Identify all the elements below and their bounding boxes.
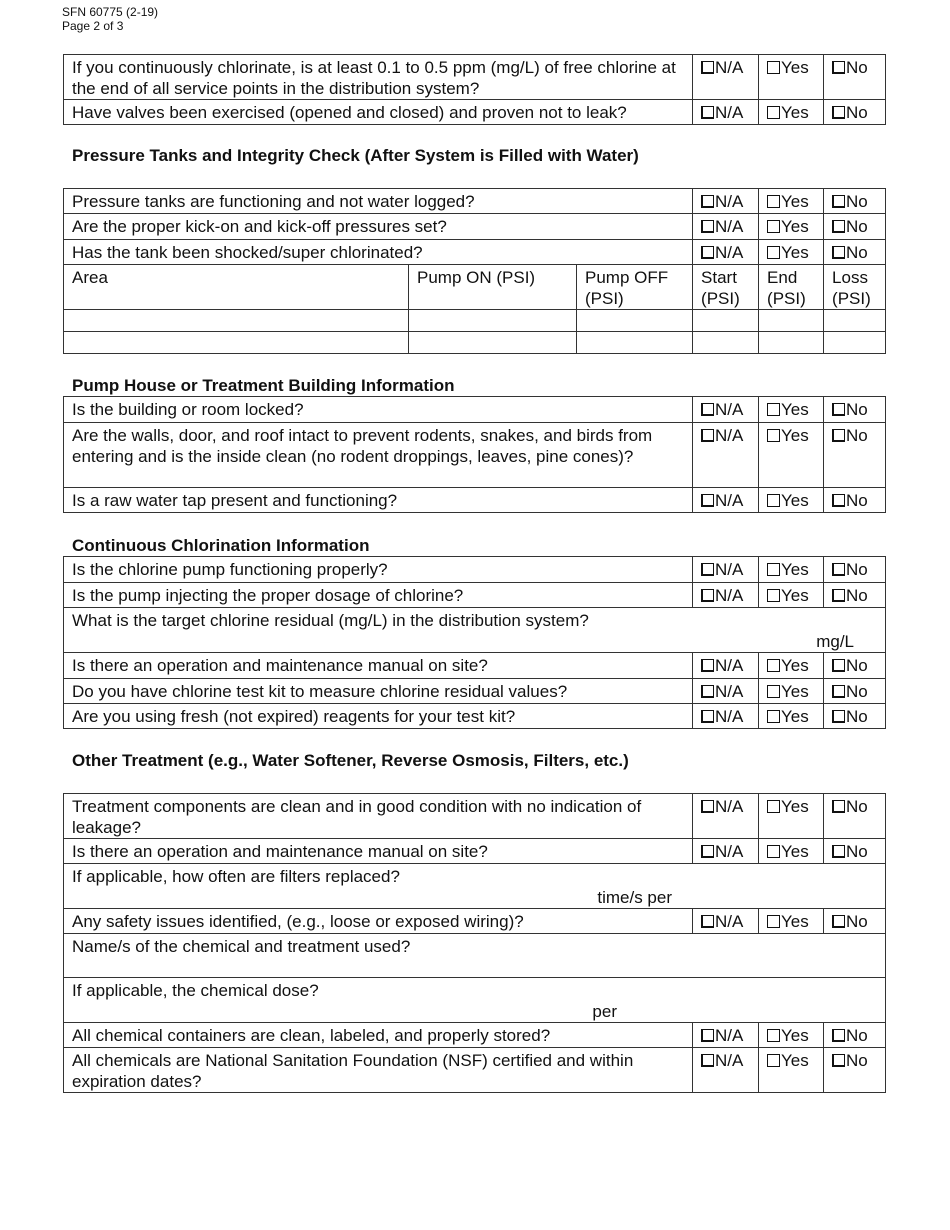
- na-option[interactable]: N/A: [693, 909, 759, 934]
- na-option[interactable]: N/A: [693, 423, 759, 488]
- form-id: SFN 60775 (2-19): [62, 5, 159, 19]
- checkbox-icon[interactable]: [701, 589, 714, 602]
- yes-option[interactable]: Yes: [759, 583, 824, 608]
- no-option[interactable]: No: [824, 55, 886, 100]
- col-area: Area: [64, 265, 409, 310]
- checkbox-icon[interactable]: [767, 589, 780, 602]
- checkbox-icon[interactable]: [767, 429, 780, 442]
- checkbox-icon[interactable]: [767, 220, 780, 233]
- question-text: Is the building or room locked?: [64, 397, 693, 423]
- yes-option[interactable]: Yes: [759, 423, 824, 488]
- no-option[interactable]: No: [824, 557, 886, 583]
- na-option[interactable]: N/A: [693, 557, 759, 583]
- no-option[interactable]: No: [824, 214, 886, 240]
- checkbox-icon[interactable]: [767, 915, 780, 928]
- question-row: [64, 1048, 886, 1093]
- checkbox-icon[interactable]: [701, 494, 714, 507]
- pressure-entry-row: [64, 310, 886, 332]
- checkbox-icon[interactable]: [832, 800, 845, 813]
- no-option[interactable]: No: [824, 397, 886, 423]
- question-row: [64, 557, 886, 583]
- pressure-table: [63, 188, 886, 354]
- checkbox-icon[interactable]: [701, 429, 714, 442]
- question-row: [64, 794, 886, 839]
- section-title-chlorination: Continuous Chlorination Information: [72, 536, 370, 555]
- na-option[interactable]: N/A: [693, 1023, 759, 1048]
- question-text: Pressure tanks are functioning and not water logged?: [64, 189, 693, 214]
- chlorination-table: [63, 556, 886, 729]
- yes-option[interactable]: Yes: [759, 397, 824, 423]
- filter-frequency-field[interactable]: [64, 864, 886, 909]
- question-text: Is the chlorine pump functioning properly?: [64, 557, 693, 583]
- no-option[interactable]: No: [824, 100, 886, 125]
- checkbox-icon[interactable]: [832, 1054, 845, 1067]
- question-text: Has the tank been shocked/super chlorinated?: [64, 240, 693, 265]
- checkbox-icon[interactable]: [767, 61, 780, 74]
- col-loss: Loss (PSI): [824, 265, 886, 310]
- area-input[interactable]: [64, 332, 409, 354]
- no-option[interactable]: No: [824, 794, 886, 839]
- yes-option[interactable]: Yes: [759, 794, 824, 839]
- question-text: If applicable, how often are filters replaced?: [72, 867, 400, 886]
- yes-option[interactable]: Yes: [759, 488, 824, 513]
- question-row: [64, 1023, 886, 1048]
- question-row: [64, 488, 886, 513]
- na-option[interactable]: N/A: [693, 1048, 759, 1093]
- question-row: [64, 423, 886, 488]
- question-row: [64, 909, 886, 934]
- other-treatment-table: [63, 793, 886, 1093]
- na-option[interactable]: N/A: [693, 794, 759, 839]
- no-option[interactable]: No: [824, 423, 886, 488]
- na-option[interactable]: N/A: [693, 397, 759, 423]
- checkbox-icon[interactable]: [767, 563, 780, 576]
- chemical-name-field[interactable]: [64, 934, 886, 978]
- checkbox-icon[interactable]: [701, 685, 714, 698]
- checkbox-icon[interactable]: [767, 710, 780, 723]
- question-row: [64, 864, 886, 909]
- yes-option[interactable]: Yes: [759, 1048, 824, 1093]
- checkbox-icon[interactable]: [832, 845, 845, 858]
- checkbox-icon[interactable]: [832, 195, 845, 208]
- col-pump-off: Pump OFF (PSI): [577, 265, 693, 310]
- na-option[interactable]: N/A: [693, 240, 759, 265]
- pump-on-input[interactable]: [409, 332, 577, 354]
- checkbox-icon[interactable]: [701, 1054, 714, 1067]
- checkbox-icon[interactable]: [767, 106, 780, 119]
- col-pump-on: Pump ON (PSI): [409, 265, 577, 310]
- checkbox-icon[interactable]: [832, 220, 845, 233]
- no-option[interactable]: No: [824, 1048, 886, 1093]
- checkbox-icon[interactable]: [832, 429, 845, 442]
- question-row: [64, 839, 886, 864]
- no-option[interactable]: No: [824, 679, 886, 704]
- yes-option[interactable]: Yes: [759, 240, 824, 265]
- yes-option[interactable]: Yes: [759, 557, 824, 583]
- question-row: [64, 189, 886, 214]
- no-option[interactable]: No: [824, 488, 886, 513]
- checkbox-icon[interactable]: [701, 1029, 714, 1042]
- checkbox-icon[interactable]: [767, 1054, 780, 1067]
- checkbox-icon[interactable]: [832, 494, 845, 507]
- checkbox-icon[interactable]: [701, 106, 714, 119]
- question-text: Is there an operation and maintenance manual on site?: [64, 839, 693, 864]
- question-text: Is there an operation and maintenance manual on site?: [64, 653, 693, 679]
- pump-off-input[interactable]: [577, 310, 693, 332]
- question-row: [64, 397, 886, 423]
- question-text: Is the pump injecting the proper dosage of chlorine?: [64, 583, 693, 608]
- area-input[interactable]: [64, 310, 409, 332]
- pressure-entry-row: [64, 332, 886, 354]
- na-option[interactable]: N/A: [693, 679, 759, 704]
- question-row: [64, 608, 886, 653]
- checkbox-icon[interactable]: [767, 1029, 780, 1042]
- pressure-header-row: [64, 265, 886, 310]
- checkbox-icon[interactable]: [767, 494, 780, 507]
- end-input[interactable]: [759, 310, 824, 332]
- pump-on-input[interactable]: [409, 310, 577, 332]
- checkbox-icon[interactable]: [701, 403, 714, 416]
- unit-label: mg/L: [816, 632, 854, 651]
- col-end: End (PSI): [759, 265, 824, 310]
- na-option[interactable]: N/A: [693, 189, 759, 214]
- question-text: Name/s of the chemical and treatment used?: [72, 937, 411, 956]
- no-option[interactable]: No: [824, 909, 886, 934]
- start-input[interactable]: [693, 332, 759, 354]
- checkbox-icon[interactable]: [832, 403, 845, 416]
- checkbox-icon[interactable]: [767, 246, 780, 259]
- na-option[interactable]: N/A: [693, 214, 759, 240]
- residual-field[interactable]: [64, 608, 886, 653]
- question-text: Are you using fresh (not expired) reagents for your test kit?: [64, 704, 693, 729]
- question-row: [64, 55, 886, 100]
- question-text: Are the walls, door, and roof intact to prevent rodents, snakes, and birds from entering and is the inside clean (no rodent droppings, leaves, pine cones)?: [64, 423, 693, 488]
- yes-option[interactable]: Yes: [759, 1023, 824, 1048]
- unit-label: per: [592, 1002, 617, 1021]
- pump-off-input[interactable]: [577, 332, 693, 354]
- yes-option[interactable]: Yes: [759, 704, 824, 729]
- question-row: [64, 583, 886, 608]
- no-option[interactable]: No: [824, 240, 886, 265]
- na-option[interactable]: N/A: [693, 100, 759, 125]
- question-text: Any safety issues identified, (e.g., loose or exposed wiring)?: [64, 909, 693, 934]
- checkbox-icon[interactable]: [767, 685, 780, 698]
- yes-option[interactable]: Yes: [759, 839, 824, 864]
- question-text: If applicable, the chemical dose?: [72, 981, 319, 1000]
- page-number: Page 2 of 3: [62, 19, 124, 33]
- na-option[interactable]: N/A: [693, 653, 759, 679]
- question-row: [64, 934, 886, 978]
- checkbox-icon[interactable]: [832, 106, 845, 119]
- question-row: [64, 978, 886, 1023]
- checkbox-icon[interactable]: [832, 710, 845, 723]
- question-text: If you continuously chlorinate, is at least 0.1 to 0.5 ppm (mg/L) of free chlorine at the end of all service points in the distribution system?: [64, 55, 693, 100]
- question-row: [64, 240, 886, 265]
- no-option[interactable]: No: [824, 583, 886, 608]
- question-text: Treatment components are clean and in good condition with no indication of leakage?: [64, 794, 693, 839]
- end-input[interactable]: [759, 332, 824, 354]
- checkbox-icon[interactable]: [701, 563, 714, 576]
- top-questions-table: [63, 54, 886, 125]
- checkbox-icon[interactable]: [701, 220, 714, 233]
- checkbox-icon[interactable]: [767, 195, 780, 208]
- checkbox-icon[interactable]: [701, 915, 714, 928]
- loss-input[interactable]: [824, 310, 886, 332]
- checkbox-icon[interactable]: [832, 685, 845, 698]
- question-text: Have valves been exercised (opened and closed) and proven not to leak?: [64, 100, 693, 125]
- na-option[interactable]: N/A: [693, 55, 759, 100]
- yes-option[interactable]: Yes: [759, 100, 824, 125]
- yes-option[interactable]: Yes: [759, 55, 824, 100]
- pumphouse-table: [63, 396, 886, 513]
- start-input[interactable]: [693, 310, 759, 332]
- form-header: [62, 5, 158, 33]
- checkbox-icon[interactable]: [832, 915, 845, 928]
- na-option[interactable]: N/A: [693, 583, 759, 608]
- question-row: [64, 704, 886, 729]
- question-row: [64, 100, 886, 125]
- checkbox-icon[interactable]: [701, 659, 714, 672]
- no-option[interactable]: No: [824, 189, 886, 214]
- checkbox-icon[interactable]: [832, 563, 845, 576]
- question-row: [64, 679, 886, 704]
- no-option[interactable]: No: [824, 653, 886, 679]
- question-text: Are the proper kick-on and kick-off pressures set?: [64, 214, 693, 240]
- question-text: All chemical containers are clean, labeled, and properly stored?: [64, 1023, 693, 1048]
- na-option[interactable]: N/A: [693, 488, 759, 513]
- no-option[interactable]: No: [824, 839, 886, 864]
- checkbox-icon[interactable]: [701, 61, 714, 74]
- no-option[interactable]: No: [824, 704, 886, 729]
- col-start: Start (PSI): [693, 265, 759, 310]
- checkbox-icon[interactable]: [767, 659, 780, 672]
- checkbox-icon[interactable]: [832, 1029, 845, 1042]
- chemical-dose-field[interactable]: [64, 978, 886, 1023]
- no-option[interactable]: No: [824, 1023, 886, 1048]
- checkbox-icon[interactable]: [832, 589, 845, 602]
- unit-label: time/s per: [597, 888, 672, 907]
- question-text: Is a raw water tap present and functioning?: [64, 488, 693, 513]
- checkbox-icon[interactable]: [832, 659, 845, 672]
- section-title-other: Other Treatment (e.g., Water Softener, Reverse Osmosis, Filters, etc.): [72, 751, 629, 770]
- checkbox-icon[interactable]: [832, 61, 845, 74]
- checkbox-icon[interactable]: [701, 246, 714, 259]
- loss-input[interactable]: [824, 332, 886, 354]
- yes-option[interactable]: Yes: [759, 189, 824, 214]
- checkbox-icon[interactable]: [767, 403, 780, 416]
- checkbox-icon[interactable]: [701, 195, 714, 208]
- yes-option[interactable]: Yes: [759, 214, 824, 240]
- na-option[interactable]: N/A: [693, 704, 759, 729]
- question-row: [64, 653, 886, 679]
- question-text: What is the target chlorine residual (mg/L) in the distribution system?: [72, 611, 589, 630]
- checkbox-icon[interactable]: [832, 246, 845, 259]
- section-title-pumphouse: Pump House or Treatment Building Information: [72, 376, 455, 395]
- checkbox-icon[interactable]: [701, 800, 714, 813]
- question-text: All chemicals are National Sanitation Foundation (NSF) certified and within expiration dates?: [64, 1048, 693, 1093]
- checkbox-icon[interactable]: [767, 845, 780, 858]
- question-text: Do you have chlorine test kit to measure chlorine residual values?: [64, 679, 693, 704]
- na-option[interactable]: N/A: [693, 839, 759, 864]
- checkbox-icon[interactable]: [701, 710, 714, 723]
- checkbox-icon[interactable]: [767, 800, 780, 813]
- yes-option[interactable]: Yes: [759, 679, 824, 704]
- yes-option[interactable]: Yes: [759, 909, 824, 934]
- yes-option[interactable]: Yes: [759, 653, 824, 679]
- checkbox-icon[interactable]: [701, 845, 714, 858]
- question-row: [64, 214, 886, 240]
- section-title-pressure: Pressure Tanks and Integrity Check (After System is Filled with Water): [72, 146, 639, 165]
